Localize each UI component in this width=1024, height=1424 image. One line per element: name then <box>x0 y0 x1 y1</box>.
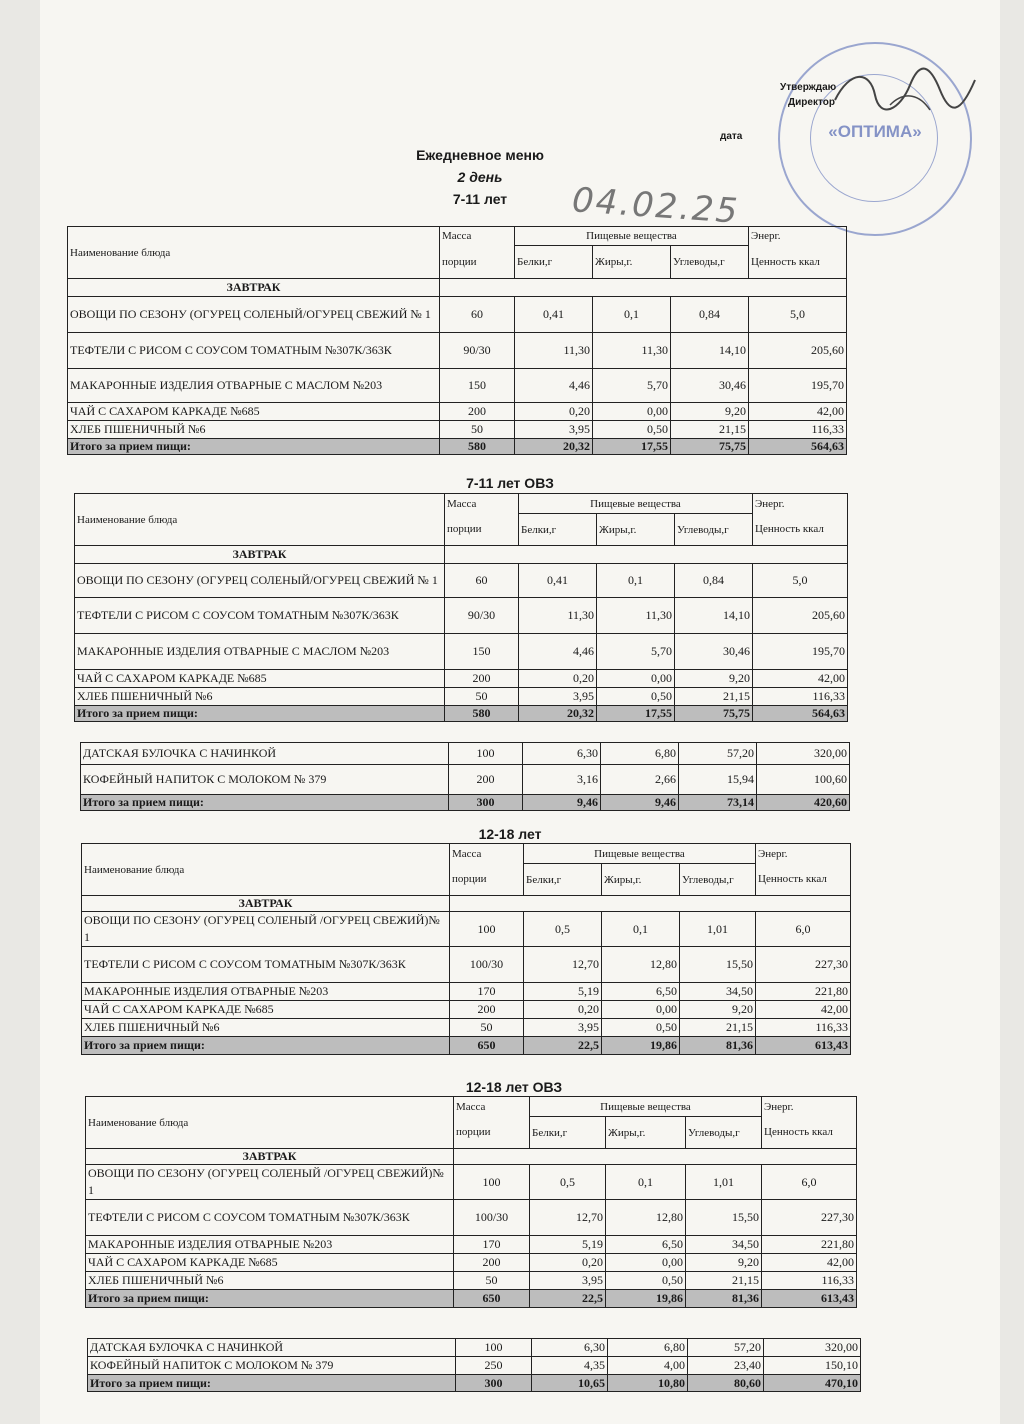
table-row <box>75 564 848 598</box>
dish-mass: 100 <box>454 1165 530 1200</box>
dish-fats: 0,00 <box>593 403 671 421</box>
dish-name: ЧАЙ С САХАРОМ КАРКАДЕ №685 <box>68 403 440 421</box>
dish-mass: 50 <box>454 1272 530 1290</box>
dish-energy: 320,00 <box>757 743 850 765</box>
table-row <box>75 598 848 634</box>
dish-proteins: 6,30 <box>523 743 601 765</box>
dish-energy: 6,0 <box>762 1165 857 1200</box>
dish-name: ТЕФТЕЛИ С РИСОМ С СОУСОМ ТОМАТНЫМ №307К/363К <box>75 598 445 634</box>
dish-energy: 320,00 <box>764 1339 861 1357</box>
dish-name: КОФЕЙНЫЙ НАПИТОК С МОЛОКОМ № 379 <box>88 1357 456 1375</box>
total-row <box>82 1037 851 1055</box>
table-row <box>86 1165 857 1200</box>
dish-carbs: 14,10 <box>671 333 749 369</box>
dish-fats: 6,80 <box>601 743 679 765</box>
col-energy-header: Энерг. <box>749 227 847 246</box>
dish-mass: 90/30 <box>440 333 515 369</box>
dish-mass: 200 <box>454 1254 530 1272</box>
meal-label: ЗАВТРАК <box>86 1149 454 1165</box>
section-title-2: 7-11 лет ОВЗ <box>466 475 554 491</box>
total-row <box>81 795 850 811</box>
dish-fats: 0,1 <box>597 564 675 598</box>
total-proteins: 20,32 <box>515 439 593 455</box>
dish-energy: 42,00 <box>753 670 848 688</box>
total-proteins: 22,5 <box>524 1037 602 1055</box>
total-carbs: 81,36 <box>686 1290 762 1308</box>
dish-carbs: 34,50 <box>680 983 756 1001</box>
col-mass-header: Масса <box>450 844 524 864</box>
col-mass-sub: порции <box>450 864 524 896</box>
total-carbs: 73,14 <box>679 795 757 811</box>
dish-mass: 150 <box>440 369 515 403</box>
total-mass: 300 <box>456 1375 532 1392</box>
dish-carbs: 30,46 <box>675 634 753 670</box>
dish-name: ДАТСКАЯ БУЛОЧКА С НАЧИНКОЙ <box>88 1339 456 1357</box>
table-row <box>88 1339 861 1357</box>
dish-mass: 200 <box>449 765 523 795</box>
dish-fats: 0,50 <box>593 421 671 439</box>
col-fats-header: Жиры,г. <box>593 246 671 279</box>
total-fats: 17,55 <box>597 706 675 722</box>
col-nutrients-header: Пищевые вещества <box>530 1097 762 1117</box>
total-proteins: 9,46 <box>523 795 601 811</box>
document-day: 2 день <box>457 169 503 185</box>
dish-proteins: 0,20 <box>515 403 593 421</box>
dish-energy: 195,70 <box>753 634 848 670</box>
dish-energy: 227,30 <box>762 1200 857 1236</box>
dish-proteins: 12,70 <box>524 947 602 983</box>
dish-mass: 170 <box>454 1236 530 1254</box>
dish-name: ЧАЙ С САХАРОМ КАРКАДЕ №685 <box>82 1001 450 1019</box>
dish-energy: 100,60 <box>757 765 850 795</box>
dish-mass: 170 <box>450 983 524 1001</box>
table-row <box>68 333 847 369</box>
dish-fats: 6,50 <box>606 1236 686 1254</box>
col-mass-sub: порции <box>440 246 515 279</box>
dish-fats: 0,50 <box>606 1272 686 1290</box>
table-row <box>86 1254 857 1272</box>
col-proteins-header: Белки,г <box>530 1117 606 1149</box>
dish-energy: 205,60 <box>749 333 847 369</box>
total-row <box>86 1290 857 1308</box>
meal-label: ЗАВТРАК <box>75 546 445 564</box>
dish-carbs: 15,50 <box>680 947 756 983</box>
dish-name: ОВОЩИ ПО СЕЗОНУ (ОГУРЕЦ СОЛЕНЫЙ /ОГУРЕЦ СВЕЖИЙ)№ 1 <box>86 1165 454 1200</box>
section-title-3: 12-18 лет <box>478 826 542 842</box>
total-mass: 580 <box>440 439 515 455</box>
dish-carbs: 30,46 <box>671 369 749 403</box>
director-signature <box>830 60 980 130</box>
dish-energy: 221,80 <box>756 983 851 1001</box>
total-mass: 650 <box>454 1290 530 1308</box>
dish-name: ТЕФТЕЛИ С РИСОМ С СОУСОМ ТОМАТНЫМ №307К/363К <box>86 1200 454 1236</box>
dish-proteins: 5,19 <box>530 1236 606 1254</box>
dish-carbs: 9,20 <box>680 1001 756 1019</box>
dish-carbs: 21,15 <box>675 688 753 706</box>
meal-label: ЗАВТРАК <box>68 279 440 297</box>
dish-carbs: 9,20 <box>671 403 749 421</box>
dish-fats: 2,66 <box>601 765 679 795</box>
dish-mass: 100 <box>456 1339 532 1357</box>
dish-proteins: 3,95 <box>524 1019 602 1037</box>
dish-energy: 150,10 <box>764 1357 861 1375</box>
col-carbs-header: Углеводы,г <box>675 514 753 546</box>
total-proteins: 20,32 <box>519 706 597 722</box>
total-mass: 300 <box>449 795 523 811</box>
dish-name: ЧАЙ С САХАРОМ КАРКАДЕ №685 <box>75 670 445 688</box>
col-fats-header: Жиры,г. <box>602 864 680 896</box>
col-proteins-header: Белки,г <box>515 246 593 279</box>
menu-table-7-11-ovz <box>74 493 848 722</box>
meal-label: ЗАВТРАК <box>82 896 450 912</box>
dish-proteins: 4,46 <box>515 369 593 403</box>
dish-fats: 6,80 <box>608 1339 688 1357</box>
dish-proteins: 12,70 <box>530 1200 606 1236</box>
dish-carbs: 0,84 <box>675 564 753 598</box>
total-fats: 9,46 <box>601 795 679 811</box>
dish-fats: 0,50 <box>602 1019 680 1037</box>
dish-proteins: 6,30 <box>532 1339 608 1357</box>
dish-name: ХЛЕБ ПШЕНИЧНЫЙ №6 <box>86 1272 454 1290</box>
menu-table-7-11-ovz-extra <box>80 742 850 811</box>
dish-energy: 116,33 <box>762 1272 857 1290</box>
dish-proteins: 0,20 <box>519 670 597 688</box>
dish-energy: 42,00 <box>762 1254 857 1272</box>
dish-carbs: 15,94 <box>679 765 757 795</box>
dish-fats: 0,1 <box>593 297 671 333</box>
table-row <box>86 1236 857 1254</box>
dish-energy: 221,80 <box>762 1236 857 1254</box>
dish-proteins: 0,41 <box>519 564 597 598</box>
total-label: Итого за прием пищи: <box>82 1037 450 1055</box>
total-row <box>88 1375 861 1392</box>
dish-name: МАКАРОННЫЕ ИЗДЕЛИЯ ОТВАРНЫЕ №203 <box>82 983 450 1001</box>
dish-proteins: 3,16 <box>523 765 601 795</box>
table-row <box>75 688 848 706</box>
date-label: дата <box>720 131 743 142</box>
table-row <box>82 912 851 947</box>
dish-carbs: 9,20 <box>675 670 753 688</box>
total-energy: 613,43 <box>762 1290 857 1308</box>
dish-fats: 12,80 <box>606 1200 686 1236</box>
total-label: Итого за прием пищи: <box>86 1290 454 1308</box>
total-label: Итого за прием пищи: <box>68 439 440 455</box>
dish-energy: 5,0 <box>749 297 847 333</box>
dish-name: ТЕФТЕЛИ С РИСОМ С СОУСОМ ТОМАТНЫМ №307К/363К <box>82 947 450 983</box>
dish-fats: 11,30 <box>597 598 675 634</box>
dish-proteins: 0,20 <box>530 1254 606 1272</box>
table-row <box>82 1001 851 1019</box>
dish-name: МАКАРОННЫЕ ИЗДЕЛИЯ ОТВАРНЫЕ С МАСЛОМ №203 <box>68 369 440 403</box>
dish-name: ОВОЩИ ПО СЕЗОНУ (ОГУРЕЦ СОЛЕНЫЙ /ОГУРЕЦ СВЕЖИЙ)№ 1 <box>82 912 450 947</box>
col-name-header: Наименование блюда <box>75 494 445 546</box>
dish-mass: 100 <box>449 743 523 765</box>
dish-carbs: 57,20 <box>688 1339 764 1357</box>
col-nutrients-header: Пищевые вещества <box>519 494 753 514</box>
col-fats-header: Жиры,г. <box>606 1117 686 1149</box>
dish-mass: 90/30 <box>445 598 519 634</box>
table-row <box>68 421 847 439</box>
dish-carbs: 14,10 <box>675 598 753 634</box>
total-carbs: 75,75 <box>675 706 753 722</box>
dish-name: ЧАЙ С САХАРОМ КАРКАДЕ №685 <box>86 1254 454 1272</box>
table-row <box>75 634 848 670</box>
col-energy-header: Энерг. <box>753 494 848 514</box>
table-row <box>75 670 848 688</box>
dish-proteins: 3,95 <box>519 688 597 706</box>
dish-carbs: 21,15 <box>686 1272 762 1290</box>
total-carbs: 75,75 <box>671 439 749 455</box>
dish-fats: 0,00 <box>597 670 675 688</box>
total-label: Итого за прием пищи: <box>75 706 445 722</box>
table-row <box>68 369 847 403</box>
col-mass-header: Масса <box>445 494 519 514</box>
document-title: Ежедневное меню <box>416 147 544 163</box>
dish-mass: 200 <box>445 670 519 688</box>
dish-carbs: 15,50 <box>686 1200 762 1236</box>
dish-name: ХЛЕБ ПШЕНИЧНЫЙ №6 <box>75 688 445 706</box>
table-row <box>82 1019 851 1037</box>
dish-carbs: 0,84 <box>671 297 749 333</box>
total-proteins: 22,5 <box>530 1290 606 1308</box>
table-row <box>82 983 851 1001</box>
dish-energy: 6,0 <box>756 912 851 947</box>
dish-energy: 116,33 <box>753 688 848 706</box>
col-fats-header: Жиры,г. <box>597 514 675 546</box>
dish-fats: 0,00 <box>606 1254 686 1272</box>
dish-fats: 4,00 <box>608 1357 688 1375</box>
col-name-header: Наименование блюда <box>82 844 450 896</box>
dish-proteins: 4,35 <box>532 1357 608 1375</box>
dish-name: ОВОЩИ ПО СЕЗОНУ (ОГУРЕЦ СОЛЕНЫЙ/ОГУРЕЦ СВЕЖИЙ № 1 <box>68 297 440 333</box>
dish-mass: 100/30 <box>454 1200 530 1236</box>
col-energy-header: Энерг. <box>756 844 851 864</box>
total-energy: 564,63 <box>753 706 848 722</box>
dish-proteins: 11,30 <box>519 598 597 634</box>
table-row <box>81 743 850 765</box>
director-label: Директор <box>788 97 835 108</box>
dish-mass: 60 <box>445 564 519 598</box>
dish-mass: 50 <box>450 1019 524 1037</box>
menu-table-12-18-ovz-extra <box>87 1338 861 1392</box>
dish-name: ОВОЩИ ПО СЕЗОНУ (ОГУРЕЦ СОЛЕНЫЙ/ОГУРЕЦ СВЕЖИЙ № 1 <box>75 564 445 598</box>
dish-name: МАКАРОННЫЕ ИЗДЕЛИЯ ОТВАРНЫЕ С МАСЛОМ №203 <box>75 634 445 670</box>
section-title-4: 12-18 лет ОВЗ <box>465 1079 563 1095</box>
table-row <box>82 947 851 983</box>
dish-energy: 116,33 <box>749 421 847 439</box>
dish-fats: 0,00 <box>602 1001 680 1019</box>
dish-mass: 60 <box>440 297 515 333</box>
table-row <box>86 1200 857 1236</box>
total-proteins: 10,65 <box>532 1375 608 1392</box>
stamp-org-name: «ОПТИМА» <box>828 122 922 141</box>
dish-fats: 6,50 <box>602 983 680 1001</box>
dish-energy: 42,00 <box>749 403 847 421</box>
dish-energy: 5,0 <box>753 564 848 598</box>
table-row <box>81 765 850 795</box>
dish-proteins: 3,95 <box>530 1272 606 1290</box>
total-mass: 650 <box>450 1037 524 1055</box>
total-row <box>68 439 847 455</box>
col-nutrients-header: Пищевые вещества <box>524 844 756 864</box>
col-carbs-header: Углеводы,г <box>686 1117 762 1149</box>
dish-mass: 100 <box>450 912 524 947</box>
dish-fats: 5,70 <box>597 634 675 670</box>
dish-mass: 200 <box>450 1001 524 1019</box>
total-fats: 19,86 <box>606 1290 686 1308</box>
dish-fats: 0,1 <box>606 1165 686 1200</box>
dish-name: ХЛЕБ ПШЕНИЧНЫЙ №6 <box>68 421 440 439</box>
dish-fats: 5,70 <box>593 369 671 403</box>
col-mass-header: Масса <box>454 1097 530 1117</box>
dish-fats: 0,50 <box>597 688 675 706</box>
dish-mass: 50 <box>445 688 519 706</box>
dish-carbs: 21,15 <box>680 1019 756 1037</box>
col-carbs-header: Углеводы,г <box>680 864 756 896</box>
menu-table-7-11 <box>67 226 847 455</box>
dish-carbs: 21,15 <box>671 421 749 439</box>
col-name-header: Наименование блюда <box>68 227 440 279</box>
dish-proteins: 11,30 <box>515 333 593 369</box>
col-mass-header: Масса <box>440 227 515 246</box>
col-energy-sub: Ценность ккал <box>762 1117 857 1149</box>
dish-mass: 100/30 <box>450 947 524 983</box>
dish-name: ДАТСКАЯ БУЛОЧКА С НАЧИНКОЙ <box>81 743 449 765</box>
col-carbs-header: Углеводы,г <box>671 246 749 279</box>
total-fats: 19,86 <box>602 1037 680 1055</box>
col-name-header: Наименование блюда <box>86 1097 454 1149</box>
table-row <box>68 403 847 421</box>
dish-mass: 200 <box>440 403 515 421</box>
dish-proteins: 0,5 <box>530 1165 606 1200</box>
col-energy-sub: Ценность ккал <box>756 864 851 896</box>
dish-proteins: 0,41 <box>515 297 593 333</box>
handwritten-date: 04.02.25 <box>570 180 741 232</box>
dish-carbs: 1,01 <box>686 1165 762 1200</box>
dish-carbs: 57,20 <box>679 743 757 765</box>
approve-label: Утверждаю <box>780 82 837 93</box>
total-energy: 470,10 <box>764 1375 861 1392</box>
dish-name: МАКАРОННЫЕ ИЗДЕЛИЯ ОТВАРНЫЕ №203 <box>86 1236 454 1254</box>
total-label: Итого за прием пищи: <box>88 1375 456 1392</box>
dish-name: ХЛЕБ ПШЕНИЧНЫЙ №6 <box>82 1019 450 1037</box>
col-mass-sub: порции <box>445 514 519 546</box>
dish-mass: 250 <box>456 1357 532 1375</box>
total-energy: 564,63 <box>749 439 847 455</box>
col-energy-header: Энерг. <box>762 1097 857 1117</box>
col-nutrients-header: Пищевые вещества <box>515 227 749 246</box>
dish-carbs: 23,40 <box>688 1357 764 1375</box>
dish-mass: 150 <box>445 634 519 670</box>
dish-proteins: 0,5 <box>524 912 602 947</box>
total-mass: 580 <box>445 706 519 722</box>
dish-fats: 0,1 <box>602 912 680 947</box>
col-proteins-header: Белки,г <box>519 514 597 546</box>
table-row <box>88 1357 861 1375</box>
total-energy: 420,60 <box>757 795 850 811</box>
section-title-1: 7-11 лет <box>452 191 508 207</box>
dish-energy: 116,33 <box>756 1019 851 1037</box>
menu-table-12-18-ovz <box>85 1096 857 1308</box>
total-carbs: 80,60 <box>688 1375 764 1392</box>
col-mass-sub: порции <box>454 1117 530 1149</box>
dish-energy: 195,70 <box>749 369 847 403</box>
dish-proteins: 5,19 <box>524 983 602 1001</box>
total-label: Итого за прием пищи: <box>81 795 449 811</box>
col-proteins-header: Белки,г <box>524 864 602 896</box>
total-row <box>75 706 848 722</box>
menu-table-12-18 <box>81 843 851 1055</box>
col-energy-sub: Ценность ккал <box>749 246 847 279</box>
dish-proteins: 3,95 <box>515 421 593 439</box>
dish-energy: 205,60 <box>753 598 848 634</box>
dish-carbs: 34,50 <box>686 1236 762 1254</box>
total-fats: 17,55 <box>593 439 671 455</box>
dish-proteins: 0,20 <box>524 1001 602 1019</box>
dish-fats: 11,30 <box>593 333 671 369</box>
dish-carbs: 1,01 <box>680 912 756 947</box>
dish-name: КОФЕЙНЫЙ НАПИТОК С МОЛОКОМ № 379 <box>81 765 449 795</box>
dish-energy: 42,00 <box>756 1001 851 1019</box>
dish-carbs: 9,20 <box>686 1254 762 1272</box>
table-row <box>86 1272 857 1290</box>
total-carbs: 81,36 <box>680 1037 756 1055</box>
table-row <box>68 297 847 333</box>
col-energy-sub: Ценность ккал <box>753 514 848 546</box>
dish-name: ТЕФТЕЛИ С РИСОМ С СОУСОМ ТОМАТНЫМ №307К/363К <box>68 333 440 369</box>
dish-mass: 50 <box>440 421 515 439</box>
dish-fats: 12,80 <box>602 947 680 983</box>
total-fats: 10,80 <box>608 1375 688 1392</box>
dish-proteins: 4,46 <box>519 634 597 670</box>
dish-energy: 227,30 <box>756 947 851 983</box>
total-energy: 613,43 <box>756 1037 851 1055</box>
